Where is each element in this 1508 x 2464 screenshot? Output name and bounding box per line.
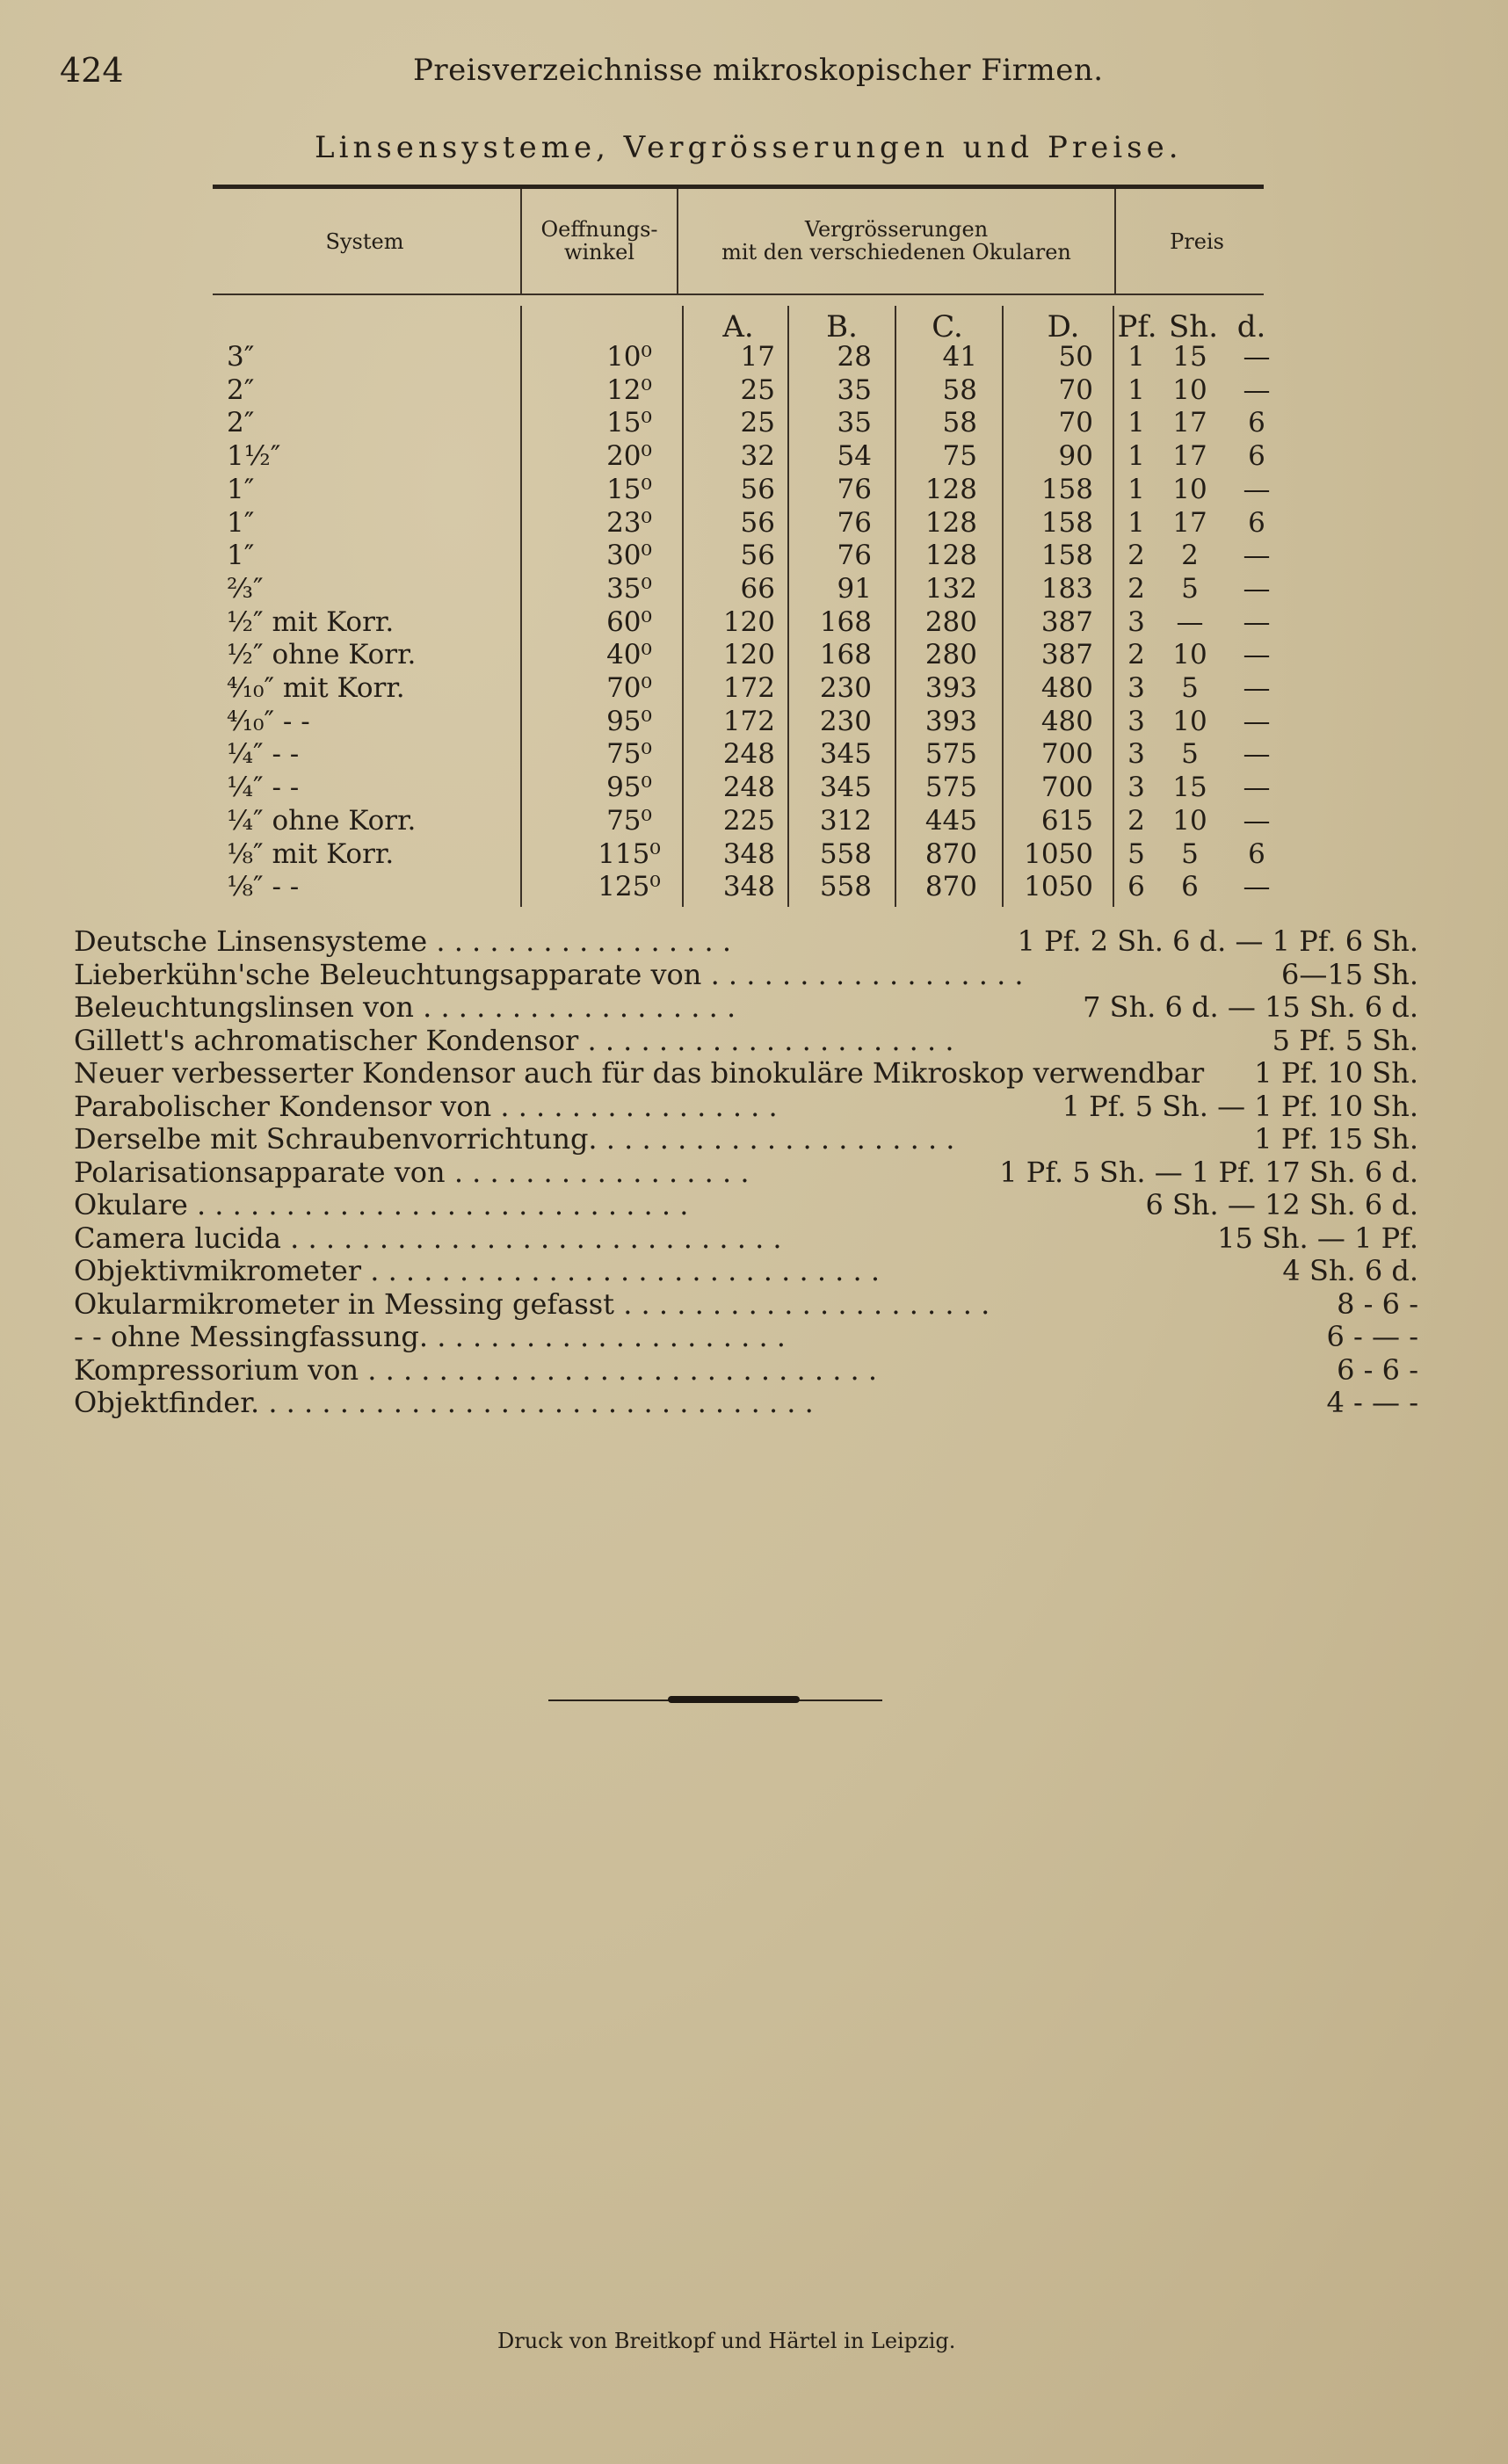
cell-dd: 6: [1248, 407, 1265, 439]
ocular-label-c: C.: [932, 309, 963, 344]
cell-dd: —: [1243, 672, 1271, 704]
cell-sh: 10: [1172, 705, 1207, 737]
cell-dd: —: [1243, 804, 1271, 837]
price-item: [74, 1090, 1418, 1123]
header-magnification-line2: mit den verschiedenen Okularen: [721, 240, 1071, 265]
cell-d: 387: [1040, 605, 1093, 638]
cell-sh: 10: [1172, 639, 1207, 671]
header-aperture-line2: winkel: [563, 240, 635, 265]
cell-sh: 5: [1181, 738, 1199, 771]
price-item-label: Deutsche Linsensysteme . . . . . . . . . . . . . . . . .: [74, 924, 732, 958]
cell-d: 700: [1040, 738, 1093, 771]
cell-system: 1″: [227, 506, 255, 539]
header-aperture-line1: Oeffnungs-: [540, 217, 658, 242]
currency-label-d: d.: [1236, 309, 1266, 344]
cell-c: 75: [942, 440, 977, 473]
cell-sh: 5: [1181, 572, 1199, 605]
cell-c: 575: [924, 772, 977, 804]
cell-d: 615: [1040, 804, 1093, 837]
cell-sh: 5: [1181, 672, 1199, 704]
cell-sh: 10: [1172, 373, 1207, 406]
price-item: [74, 1156, 1418, 1189]
table-title: Linsensysteme, Vergrösserungen und Preise.: [315, 130, 1183, 165]
cell-system: 1½″: [227, 440, 281, 473]
cell-c: 128: [924, 506, 977, 539]
table-row: [0, 706, 1508, 739]
cell-b: 91: [837, 572, 872, 605]
price-item: [74, 1320, 1418, 1353]
cell-system: 3″: [227, 341, 255, 373]
cell-b: 168: [819, 639, 872, 671]
cell-system: ⅔″: [227, 572, 264, 605]
cell-pf: 1: [1127, 506, 1145, 539]
cell-aperture: 125⁰: [598, 871, 661, 903]
cell-b: 76: [837, 540, 872, 572]
cell-aperture: 115⁰: [598, 837, 661, 870]
cell-dd: —: [1243, 341, 1271, 373]
table-row: [0, 871, 1508, 904]
cell-system: 2″: [227, 373, 255, 406]
price-item: [74, 1024, 1418, 1057]
table-row: [0, 573, 1508, 606]
table-row: [0, 341, 1508, 374]
cell-dd: 6: [1248, 506, 1265, 539]
cell-b: 558: [819, 871, 872, 903]
price-item-value: 4 Sh. 6 d.: [1282, 1254, 1418, 1287]
cell-d: 480: [1040, 672, 1093, 704]
cell-dd: 6: [1248, 440, 1265, 473]
cell-aperture: 95⁰: [606, 772, 652, 804]
table-row: [0, 540, 1508, 573]
price-item-label: Beleuchtungslinsen von . . . . . . . . . . . . . . . . . .: [74, 990, 736, 1024]
table-row: [0, 805, 1508, 838]
cell-b: 168: [819, 605, 872, 638]
cell-aperture: 20⁰: [606, 440, 652, 473]
printer-note: Druck von Breitkopf und Härtel in Leipzig.: [497, 2329, 956, 2353]
cell-sh: 17: [1172, 440, 1207, 473]
cell-pf: 1: [1127, 341, 1145, 373]
cell-c: 58: [942, 373, 977, 406]
cell-pf: 3: [1127, 605, 1145, 638]
cell-dd: —: [1243, 540, 1271, 572]
cell-a: 120: [722, 605, 775, 638]
cell-d: 70: [1058, 407, 1093, 439]
price-item-value: 1 Pf. 5 Sh. — 1 Pf. 17 Sh. 6 d.: [999, 1155, 1418, 1189]
cell-sh: 10: [1172, 473, 1207, 505]
cell-a: 248: [722, 738, 775, 771]
price-item: [74, 1122, 1418, 1156]
cell-b: 35: [837, 373, 872, 406]
cell-system: ⁴⁄₁₀″ - -: [227, 705, 310, 737]
cell-d: 480: [1040, 705, 1093, 737]
cell-sh: 2: [1181, 540, 1199, 572]
cell-dd: —: [1243, 373, 1271, 406]
header-rule: [213, 294, 1264, 295]
price-item-label: Neuer verbesserter Kondensor auch für das binokuläre Mikroskop verwendbar: [74, 1056, 1205, 1090]
cell-a: 248: [722, 772, 775, 804]
price-item-value: 1 Pf. 5 Sh. — 1 Pf. 10 Sh.: [1062, 1089, 1418, 1123]
price-item-value: 5 Pf. 5 Sh.: [1272, 1023, 1418, 1057]
cell-a: 56: [740, 540, 775, 572]
cell-d: 70: [1058, 373, 1093, 406]
price-item-label: Polarisationsapparate von . . . . . . . . . . . . . . . . .: [74, 1155, 750, 1189]
cell-system: ⅛″ - -: [227, 871, 300, 903]
column-divider: [1114, 189, 1116, 294]
cell-b: 35: [837, 407, 872, 439]
cell-c: 128: [924, 473, 977, 505]
ocular-label-d: D.: [1047, 309, 1080, 344]
price-item: [74, 1056, 1418, 1090]
cell-aperture: 95⁰: [606, 705, 652, 737]
price-item-label: Derselbe mit Schraubenvorrichtung. . . . . . . . . . . . . . . . . . . . .: [74, 1122, 955, 1156]
cell-sh: 15: [1172, 341, 1207, 373]
cell-dd: —: [1243, 772, 1271, 804]
cell-c: 870: [924, 871, 977, 903]
price-item: [74, 958, 1418, 991]
cell-pf: 3: [1127, 738, 1145, 771]
cell-b: 54: [837, 440, 872, 473]
cell-pf: 2: [1127, 639, 1145, 671]
cell-sh: 17: [1172, 506, 1207, 539]
ocular-label-b: B.: [826, 309, 858, 344]
running-title: Preisverzeichnisse mikroskopischer Firmen.: [413, 53, 1104, 88]
price-item-value: 15 Sh. — 1 Pf.: [1217, 1221, 1418, 1255]
cell-c: 280: [924, 639, 977, 671]
cell-pf: 5: [1127, 837, 1145, 870]
cell-sh: 6: [1181, 871, 1199, 903]
cell-a: 56: [740, 506, 775, 539]
cell-b: 345: [819, 772, 872, 804]
cell-b: 230: [819, 705, 872, 737]
price-item-label: Camera lucida . . . . . . . . . . . . . . . . . . . . . . . . . . . .: [74, 1221, 782, 1255]
cell-a: 25: [740, 407, 775, 439]
price-item-value: 6—15 Sh.: [1281, 957, 1418, 991]
cell-aperture: 15⁰: [606, 473, 652, 505]
table-row: [0, 407, 1508, 440]
price-item-label: Objektivmikrometer . . . . . . . . . . . . . . . . . . . . . . . . . . . . .: [74, 1254, 881, 1287]
price-item-value: 6 - 6 -: [1337, 1352, 1418, 1387]
cell-aperture: 15⁰: [606, 407, 652, 439]
cell-a: 348: [722, 837, 775, 870]
cell-a: 56: [740, 473, 775, 505]
cell-aperture: 30⁰: [606, 540, 652, 572]
cell-c: 870: [924, 837, 977, 870]
top-rule: [213, 185, 1264, 189]
bottom-rule-ornament: [668, 1696, 800, 1703]
cell-b: 345: [819, 738, 872, 771]
cell-a: 17: [740, 341, 775, 373]
cell-system: ¼″ - -: [227, 738, 300, 771]
cell-d: 90: [1058, 440, 1093, 473]
header-magnification-line1: Vergrösserungen: [804, 217, 989, 242]
cell-pf: 1: [1127, 373, 1145, 406]
cell-c: 393: [924, 672, 977, 704]
currency-label-sh: Sh.: [1169, 309, 1218, 344]
price-item-value: 6 Sh. — 12 Sh. 6 d.: [1145, 1188, 1418, 1221]
cell-pf: 1: [1127, 440, 1145, 473]
table-row: [0, 772, 1508, 805]
cell-b: 28: [837, 341, 872, 373]
price-item: [74, 990, 1418, 1024]
cell-b: 76: [837, 506, 872, 539]
cell-aperture: 23⁰: [606, 506, 652, 539]
price-item-value: 8 - 6 -: [1337, 1286, 1418, 1321]
table-row: [0, 507, 1508, 540]
currency-label-pf: Pf.: [1117, 309, 1157, 344]
cell-d: 700: [1040, 772, 1093, 804]
column-divider: [520, 189, 522, 294]
cell-dd: —: [1243, 473, 1271, 505]
header-system: System: [325, 229, 404, 254]
cell-a: 225: [722, 804, 775, 837]
cell-pf: 3: [1127, 672, 1145, 704]
table-row: [0, 838, 1508, 872]
cell-dd: 6: [1248, 837, 1265, 870]
table-row: [0, 672, 1508, 706]
cell-c: 58: [942, 407, 977, 439]
table-row: [0, 639, 1508, 672]
cell-a: 120: [722, 639, 775, 671]
cell-sh: 10: [1172, 804, 1207, 837]
cell-system: ⅛″ mit Korr.: [227, 837, 395, 870]
cell-pf: 3: [1127, 772, 1145, 804]
price-item-value: 1 Pf. 10 Sh.: [1254, 1056, 1418, 1090]
cell-sh: 5: [1181, 837, 1199, 870]
cell-aperture: 40⁰: [606, 639, 652, 671]
cell-pf: 6: [1127, 871, 1145, 903]
cell-d: 183: [1040, 572, 1093, 605]
cell-dd: —: [1243, 705, 1271, 737]
price-item: [74, 1188, 1418, 1221]
page-number: 424: [60, 51, 124, 90]
cell-system: ½″ ohne Korr.: [227, 639, 417, 671]
cell-a: 25: [740, 373, 775, 406]
cell-system: 1″: [227, 540, 255, 572]
cell-sh: 15: [1172, 772, 1207, 804]
cell-aperture: 60⁰: [606, 605, 652, 638]
cell-aperture: 12⁰: [606, 373, 652, 406]
cell-system: ½″ mit Korr.: [227, 605, 395, 638]
price-item: [74, 1254, 1418, 1287]
cell-a: 172: [722, 672, 775, 704]
cell-d: 387: [1040, 639, 1093, 671]
price-item-label: Gillett's achromatischer Kondensor . . . . . . . . . . . . . . . . . . . . .: [74, 1023, 954, 1057]
cell-pf: 1: [1127, 473, 1145, 505]
cell-sh: 17: [1172, 407, 1207, 439]
cell-a: 172: [722, 705, 775, 737]
cell-c: 575: [924, 738, 977, 771]
price-item-value: 1 Pf. 15 Sh.: [1254, 1122, 1418, 1156]
price-item-value: 7 Sh. 6 d. — 15 Sh. 6 d.: [1083, 990, 1418, 1024]
cell-c: 445: [924, 804, 977, 837]
cell-aperture: 75⁰: [606, 804, 652, 837]
cell-sh: —: [1176, 605, 1204, 638]
cell-pf: 2: [1127, 540, 1145, 572]
cell-b: 76: [837, 473, 872, 505]
cell-a: 32: [740, 440, 775, 473]
cell-c: 41: [942, 341, 977, 373]
price-item: [74, 1221, 1418, 1255]
price-item: [74, 1353, 1418, 1387]
cell-aperture: 75⁰: [606, 738, 652, 771]
cell-a: 66: [740, 572, 775, 605]
cell-pf: 2: [1127, 804, 1145, 837]
cell-system: 2″: [227, 407, 255, 439]
cell-a: 348: [722, 871, 775, 903]
cell-pf: 3: [1127, 705, 1145, 737]
cell-system: ¼″ ohne Korr.: [227, 804, 417, 837]
price-item-value: 4 - — -: [1326, 1386, 1418, 1419]
header-aperture: [524, 218, 675, 264]
price-item-label: Objektfinder. . . . . . . . . . . . . . . . . . . . . . . . . . . . . . . .: [74, 1386, 814, 1419]
cell-b: 230: [819, 672, 872, 704]
cell-d: 50: [1058, 341, 1093, 373]
price-item-value: 6 - — -: [1326, 1320, 1418, 1353]
cell-c: 132: [924, 572, 977, 605]
cell-dd: —: [1243, 738, 1271, 771]
price-item: [74, 1287, 1418, 1321]
table-row: [0, 374, 1508, 408]
cell-aperture: 10⁰: [606, 341, 652, 373]
table-row: [0, 738, 1508, 772]
cell-system: ¼″ - -: [227, 772, 300, 804]
ocular-label-a: A.: [722, 309, 754, 344]
header-magnification: [682, 218, 1111, 264]
cell-dd: —: [1243, 639, 1271, 671]
table-row: [0, 606, 1508, 640]
price-item-value: 1 Pf. 2 Sh. 6 d. — 1 Pf. 6 Sh.: [1017, 924, 1418, 958]
cell-b: 558: [819, 837, 872, 870]
price-item-label: Okularmikrometer in Messing gefasst . . . . . . . . . . . . . . . . . . . . .: [74, 1286, 990, 1321]
cell-system: ⁴⁄₁₀″ mit Korr.: [227, 672, 405, 704]
price-item-label: - - ohne Messingfassung. . . . . . . . . . . . . . . . . . . . .: [74, 1320, 786, 1353]
cell-aperture: 70⁰: [606, 672, 652, 704]
cell-c: 393: [924, 705, 977, 737]
cell-aperture: 35⁰: [606, 572, 652, 605]
cell-d: 158: [1040, 540, 1093, 572]
cell-c: 128: [924, 540, 977, 572]
price-item-label: Parabolischer Kondensor von . . . . . . . . . . . . . . . .: [74, 1089, 778, 1123]
cell-dd: —: [1243, 605, 1271, 638]
cell-c: 280: [924, 605, 977, 638]
cell-d: 158: [1040, 473, 1093, 505]
cell-system: 1″: [227, 473, 255, 505]
cell-dd: —: [1243, 871, 1271, 903]
cell-dd: —: [1243, 572, 1271, 605]
price-item-label: Lieberkühn'sche Beleuchtungsapparate von . . . . . . . . . . . . . . . . . .: [74, 957, 1024, 991]
price-item-label: Kompressorium von . . . . . . . . . . . . . . . . . . . . . . . . . . . . .: [74, 1352, 878, 1387]
header-price: Preis: [1170, 229, 1224, 254]
price-item-label: Okulare . . . . . . . . . . . . . . . . . . . . . . . . . . . .: [74, 1188, 689, 1221]
cell-d: 1050: [1024, 837, 1093, 870]
table-row: [0, 474, 1508, 507]
table-row: [0, 440, 1508, 474]
cell-d: 158: [1040, 506, 1093, 539]
cell-b: 312: [819, 804, 872, 837]
cell-pf: 2: [1127, 572, 1145, 605]
cell-pf: 1: [1127, 407, 1145, 439]
price-item: [74, 1386, 1418, 1419]
cell-d: 1050: [1024, 871, 1093, 903]
price-item: [74, 924, 1418, 958]
column-divider: [677, 189, 678, 294]
